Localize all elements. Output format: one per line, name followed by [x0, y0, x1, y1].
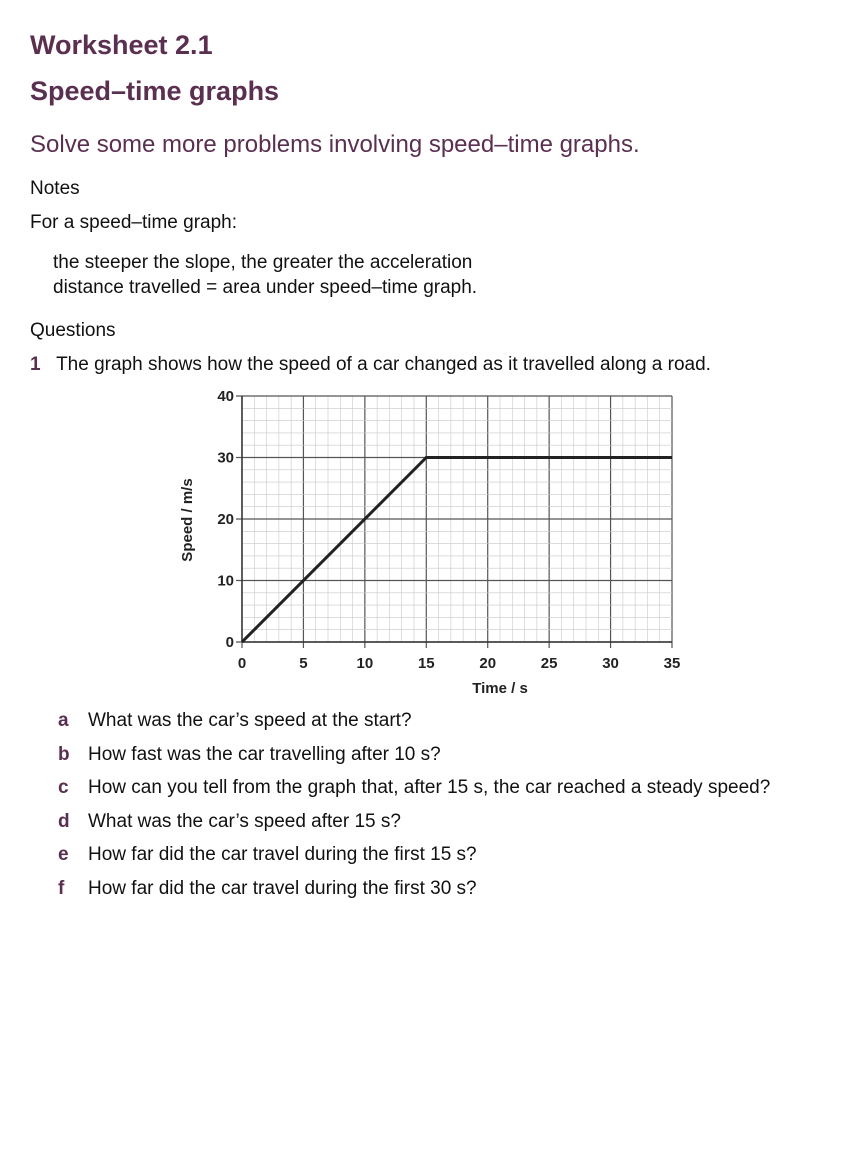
x-tick-label: 10: [356, 655, 374, 672]
part-text: What was the car’s speed after 15 s?: [88, 810, 401, 832]
y-tick-label: 30: [217, 449, 234, 467]
question-text: The graph shows how the speed of a car changed as it travelled along a road.: [56, 354, 711, 375]
note-point: the steeper the slope, the greater the acceleration: [53, 252, 473, 273]
notes-heading: Notes: [30, 178, 80, 199]
y-axis-label: Speed / m/s: [179, 478, 196, 562]
speed-time-chart: [170, 380, 690, 700]
part-letter: a: [58, 710, 69, 731]
chart-grid: [236, 396, 672, 648]
questions-heading: Questions: [30, 320, 116, 341]
x-tick-label: 25: [540, 655, 558, 672]
y-tick-label: 40: [217, 388, 234, 405]
worksheet-title: Worksheet 2.1: [30, 30, 213, 60]
question-part-d: [58, 811, 401, 833]
part-letter: e: [58, 844, 69, 866]
x-tick-label: 5: [299, 655, 308, 672]
part-text: What was the car’s speed at the start?: [88, 710, 412, 731]
question-part-e: [58, 844, 477, 866]
part-text: How can you tell from the graph that, after 15 s, the car reached a steady speed?: [88, 777, 771, 799]
x-tick-label: 30: [602, 655, 619, 672]
question-part-c: [58, 777, 770, 799]
part-letter: b: [58, 743, 70, 765]
part-letter: d: [58, 810, 70, 832]
part-letter: c: [58, 777, 69, 799]
part-text: How far did the car travel during the first 15 s?: [88, 844, 477, 866]
part-text: How far did the car travel during the first 30 s?: [88, 878, 477, 899]
y-tick-label: 10: [217, 572, 234, 590]
question-number: 1: [30, 354, 41, 375]
worksheet-subtitle: Speed–time graphs: [30, 76, 280, 106]
x-axis-label: Time / s: [472, 680, 528, 697]
y-tick-label: 0: [225, 634, 234, 651]
question-1: [30, 354, 711, 376]
question-part-a: [58, 710, 412, 732]
x-tick-label: 0: [237, 655, 247, 672]
x-tick-label: 15: [417, 655, 435, 672]
part-text: How fast was the car travelling after 10 s?: [88, 743, 441, 765]
part-letter: f: [58, 878, 65, 899]
question-part-b: [58, 744, 441, 766]
speed-line: [242, 458, 672, 643]
x-tick-label: 35: [663, 655, 681, 672]
x-tick-label: 20: [479, 655, 497, 672]
intro-text: Solve some more problems involving speed–time graphs.: [30, 131, 640, 158]
notes-lead: For a speed–time graph:: [30, 212, 238, 233]
y-tick-label: 20: [217, 511, 234, 528]
note-point: distance travelled = area under speed–time graph.: [53, 277, 478, 298]
question-part-f: [58, 878, 477, 900]
